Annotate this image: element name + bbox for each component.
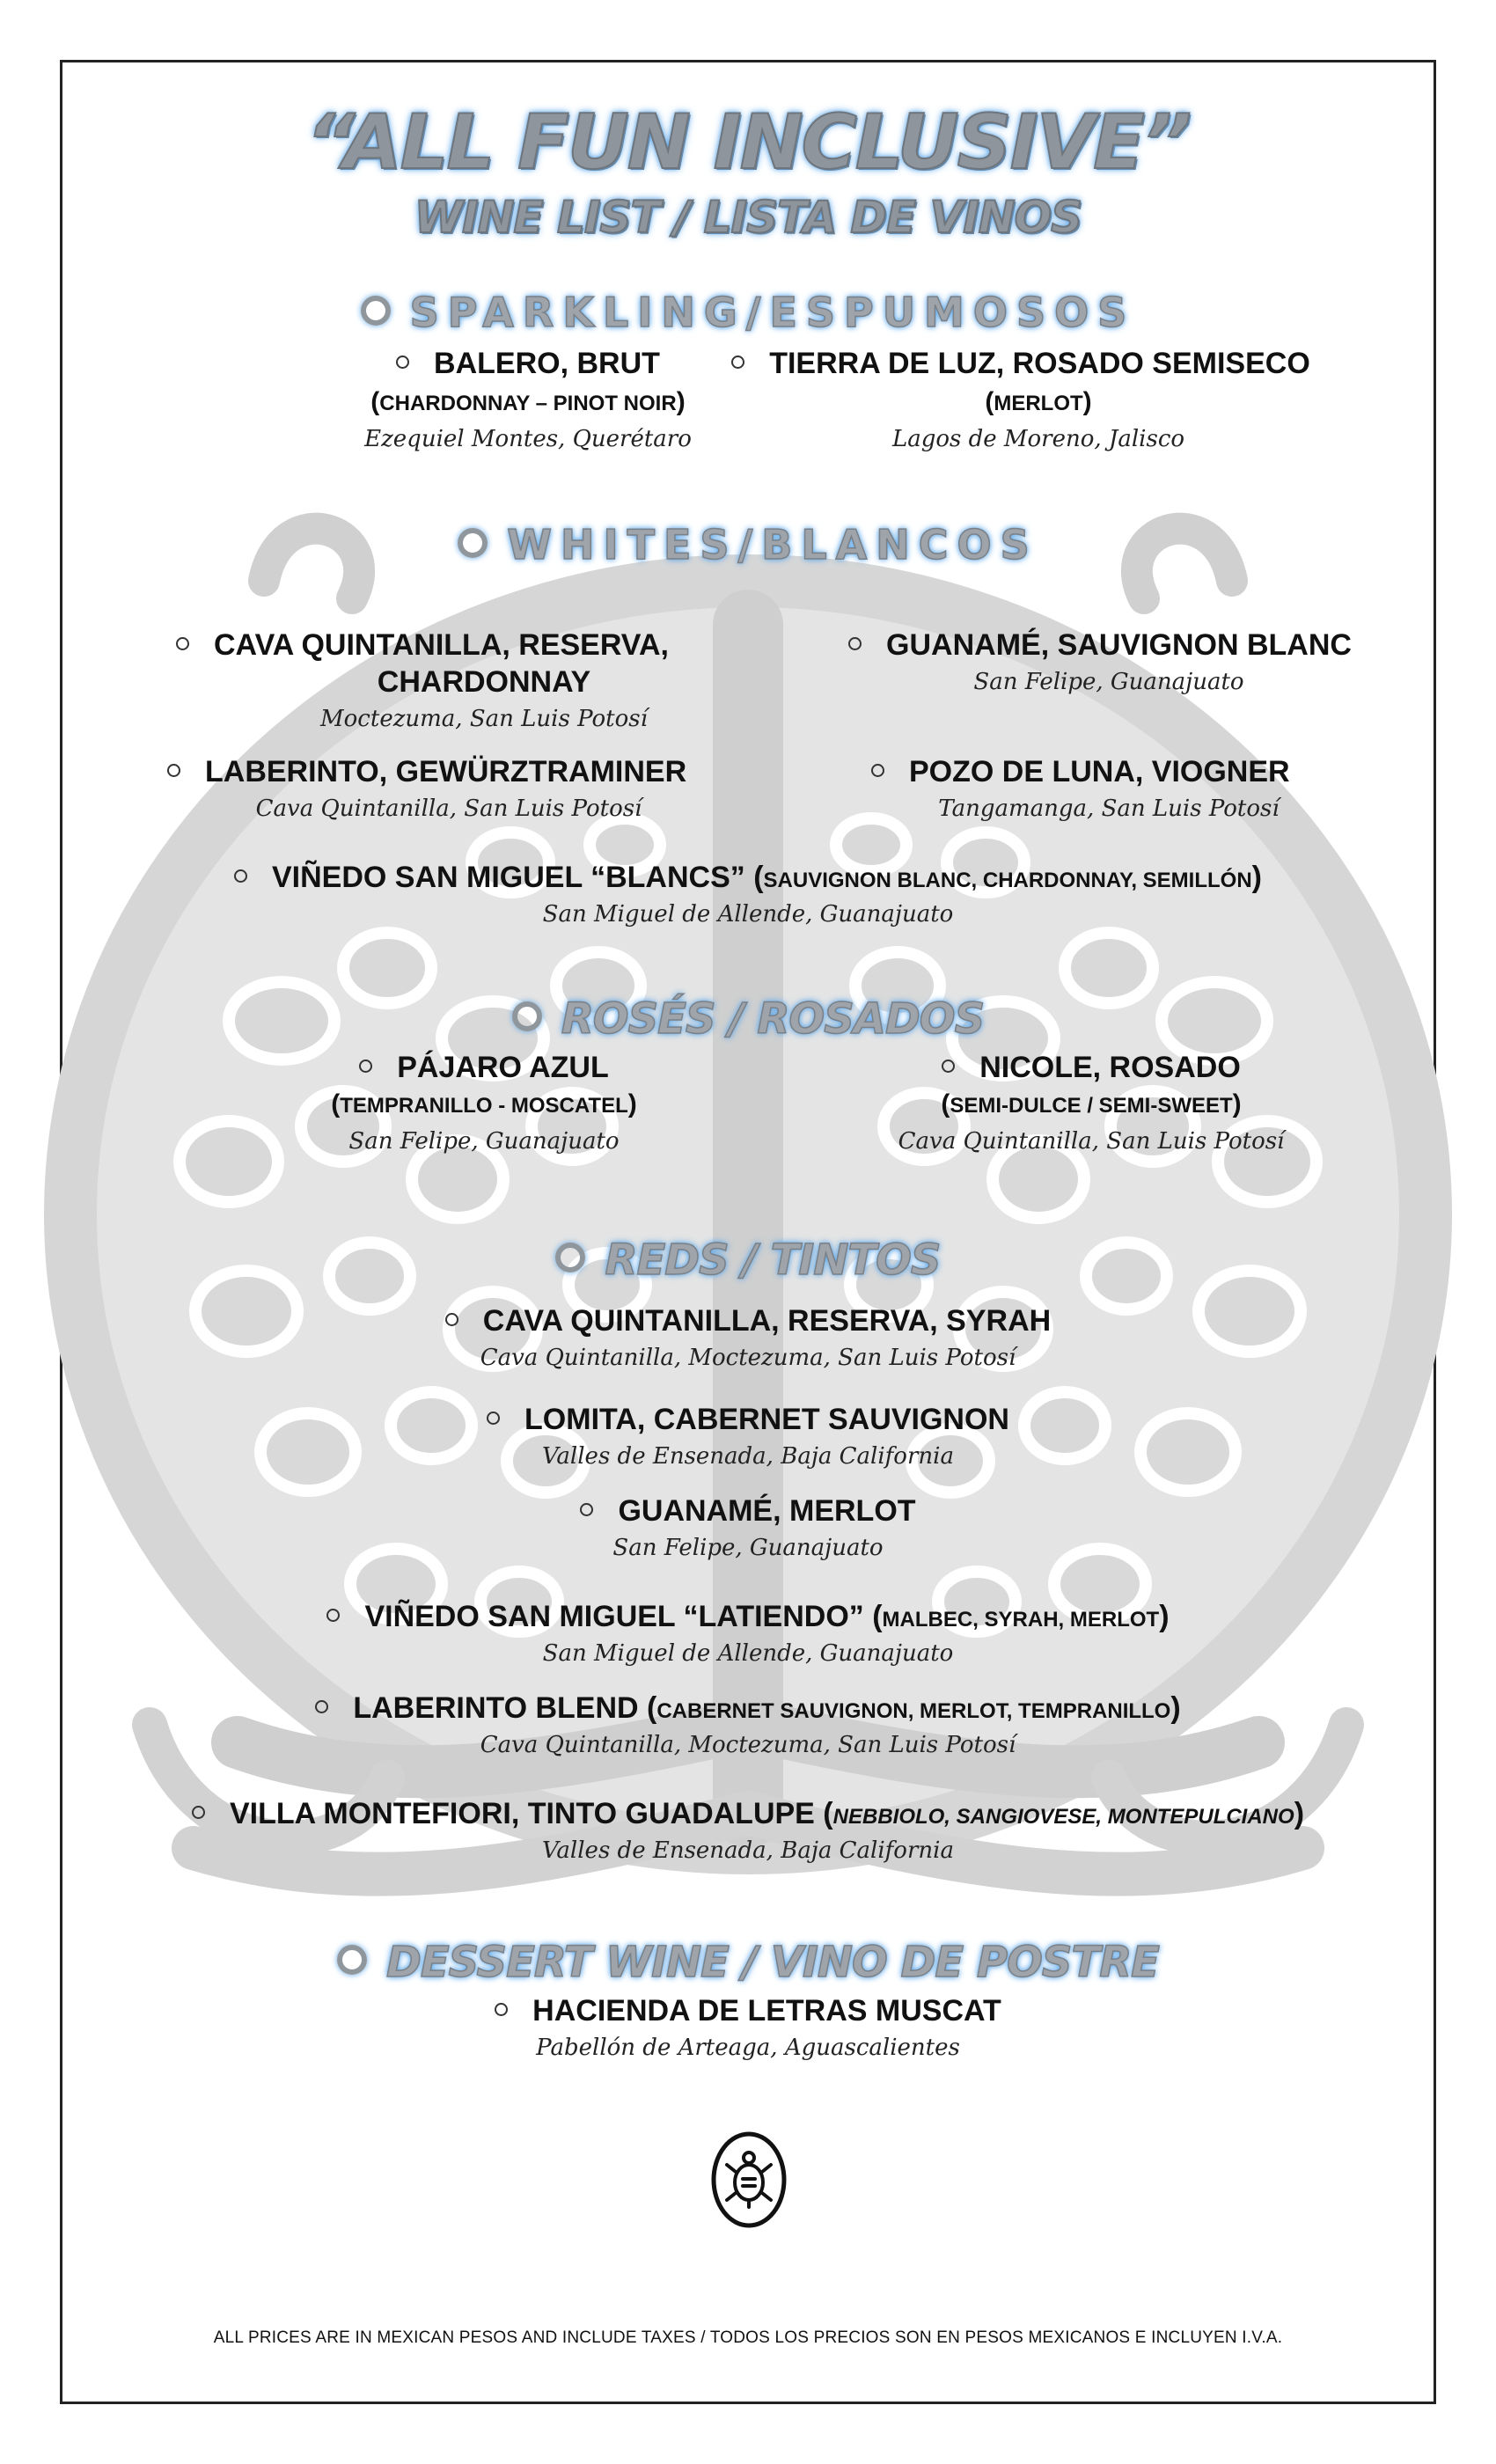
wine-origin: San Miguel de Allende, Guanajuato: [542, 1640, 954, 1667]
bullet-icon: [337, 1945, 367, 1975]
bullet-icon: [512, 1001, 542, 1031]
wine-origin: San Miguel de Allende, Guanajuato: [542, 901, 954, 928]
wine-item-line2: CHARDONNAY: [377, 665, 591, 699]
wine-origin: Cava Quintanilla, San Luis Potosí: [898, 1128, 1285, 1155]
bullet-icon: [458, 528, 488, 558]
bullet-icon: [359, 1060, 372, 1073]
wine-item: VIÑEDO SAN MIGUEL “BLANCS” (SAUVIGNON BLANC, CHARDONNAY, SEMILLÓN): [0, 861, 1496, 895]
wine-item: VILLA MONTEFIORI, TINTO GUADALUPE (NEBBIOLO, SANGIOVESE, MONTEPULCIANO): [0, 1797, 1496, 1831]
bullet-icon: [848, 637, 862, 650]
wine-grapes: (TEMPRANILLO - MOSCATEL): [331, 1089, 637, 1118]
wine-origin: San Felipe, Guanajuato: [348, 1128, 620, 1155]
bullet-icon: [445, 1313, 458, 1326]
bullet-icon: [396, 356, 409, 369]
wine-item: VIÑEDO SAN MIGUEL “LATIENDO” (MALBEC, SYRAH, MERLOT): [0, 1600, 1496, 1634]
bullet-icon: [871, 764, 884, 777]
wine-item: CAVA QUINTANILLA, RESERVA,: [176, 628, 739, 663]
section-heading-dessert: DESSERT WINE / VINO DE POSTRE: [0, 1938, 1496, 1987]
wine-grapes: (CHARDONNAY – PINOT NOIR): [370, 387, 686, 416]
wine-origin: Lagos de Moreno, Jalisco: [891, 426, 1185, 452]
bullet-icon: [234, 869, 247, 883]
bullet-icon: [315, 1700, 328, 1713]
bullet-icon: [167, 764, 180, 777]
bullet-icon: [326, 1609, 340, 1622]
wine-item: CAVA QUINTANILLA, RESERVA, SYRAH: [0, 1304, 1496, 1338]
bullet-icon: [192, 1806, 205, 1819]
wine-origin: Ezequiel Montes, Querétaro: [364, 426, 692, 452]
page-title: “ALL FUN INCLUSIVE”: [305, 99, 1191, 187]
wine-origin: Cava Quintanilla, San Luis Potosí: [255, 796, 642, 822]
wine-item: POZO DE LUNA, VIOGNER: [871, 755, 1311, 789]
wine-item: BALERO, BRUT: [264, 347, 792, 381]
wine-origin: Tangamanga, San Luis Potosí: [938, 796, 1280, 822]
wine-item: LABERINTO BLEND (CABERNET SAUVIGNON, MERLOT, TEMPRANILLO): [0, 1691, 1496, 1726]
wine-origin: San Felipe, Guanajuato: [973, 669, 1244, 695]
bullet-icon: [580, 1503, 593, 1516]
turtle-icon: [709, 2131, 788, 2228]
page-subtitle: WINE LIST / LISTA DE VINOS: [414, 192, 1082, 243]
wine-origin: Cava Quintanilla, Moctezuma, San Luis Potosí: [480, 1345, 1016, 1371]
bullet-icon: [495, 2003, 508, 2016]
bullet-icon: [361, 296, 391, 326]
wine-origin: Valles de Ensenada, Baja California: [542, 1837, 954, 1864]
wine-origin: Moctezuma, San Luis Potosí: [320, 706, 648, 732]
bullet-icon: [487, 1412, 500, 1425]
wine-item: HACIENDA DE LETRAS MUSCAT: [0, 1994, 1496, 2028]
wine-item: GUANAMÉ, MERLOT: [0, 1494, 1496, 1529]
section-heading-roses: ROSÉS / ROSADOS: [0, 994, 1496, 1044]
section-heading-reds: REDS / TINTOS: [0, 1236, 1496, 1285]
bullet-icon: [555, 1243, 585, 1272]
wine-grapes: (MERLOT): [985, 387, 1092, 416]
bullet-icon: [731, 356, 744, 369]
section-heading-sparkling: SPARKLING/ESPUMOSOS: [0, 289, 1496, 336]
bullet-icon: [176, 637, 189, 650]
wine-item: PÁJARO AZUL: [264, 1051, 704, 1085]
bullet-icon: [942, 1060, 955, 1073]
wine-item: LABERINTO, GEWÜRZTRAMINER: [167, 755, 730, 789]
footer-note: ALL PRICES ARE IN MEXICAN PESOS AND INCLUDE TAXES / TODOS LOS PRECIOS SON EN PESOS MEXICANOS E INCLUYEN I.V.A.: [213, 2328, 1283, 2347]
wine-item: TIERRA DE LUZ, ROSADO SEMISECO: [686, 347, 1355, 381]
wine-origin: Valles de Ensenada, Baja California: [542, 1443, 954, 1470]
wine-origin: Pabellón de Arteaga, Aguascalientes: [536, 2035, 960, 2061]
wine-item: LOMITA, CABERNET SAUVIGNON: [0, 1403, 1496, 1437]
wine-item: GUANAMÉ, SAUVIGNON BLANC: [827, 628, 1373, 663]
wine-grapes: (SEMI-DULCE / SEMI-SWEET): [941, 1089, 1242, 1118]
section-heading-whites: WHITES/BLANCOS: [0, 521, 1496, 568]
wine-origin: San Felipe, Guanajuato: [612, 1535, 884, 1561]
wine-origin: Cava Quintanilla, Moctezuma, San Luis Potosí: [480, 1732, 1016, 1758]
wine-item: NICOLE, ROSADO: [871, 1051, 1311, 1085]
